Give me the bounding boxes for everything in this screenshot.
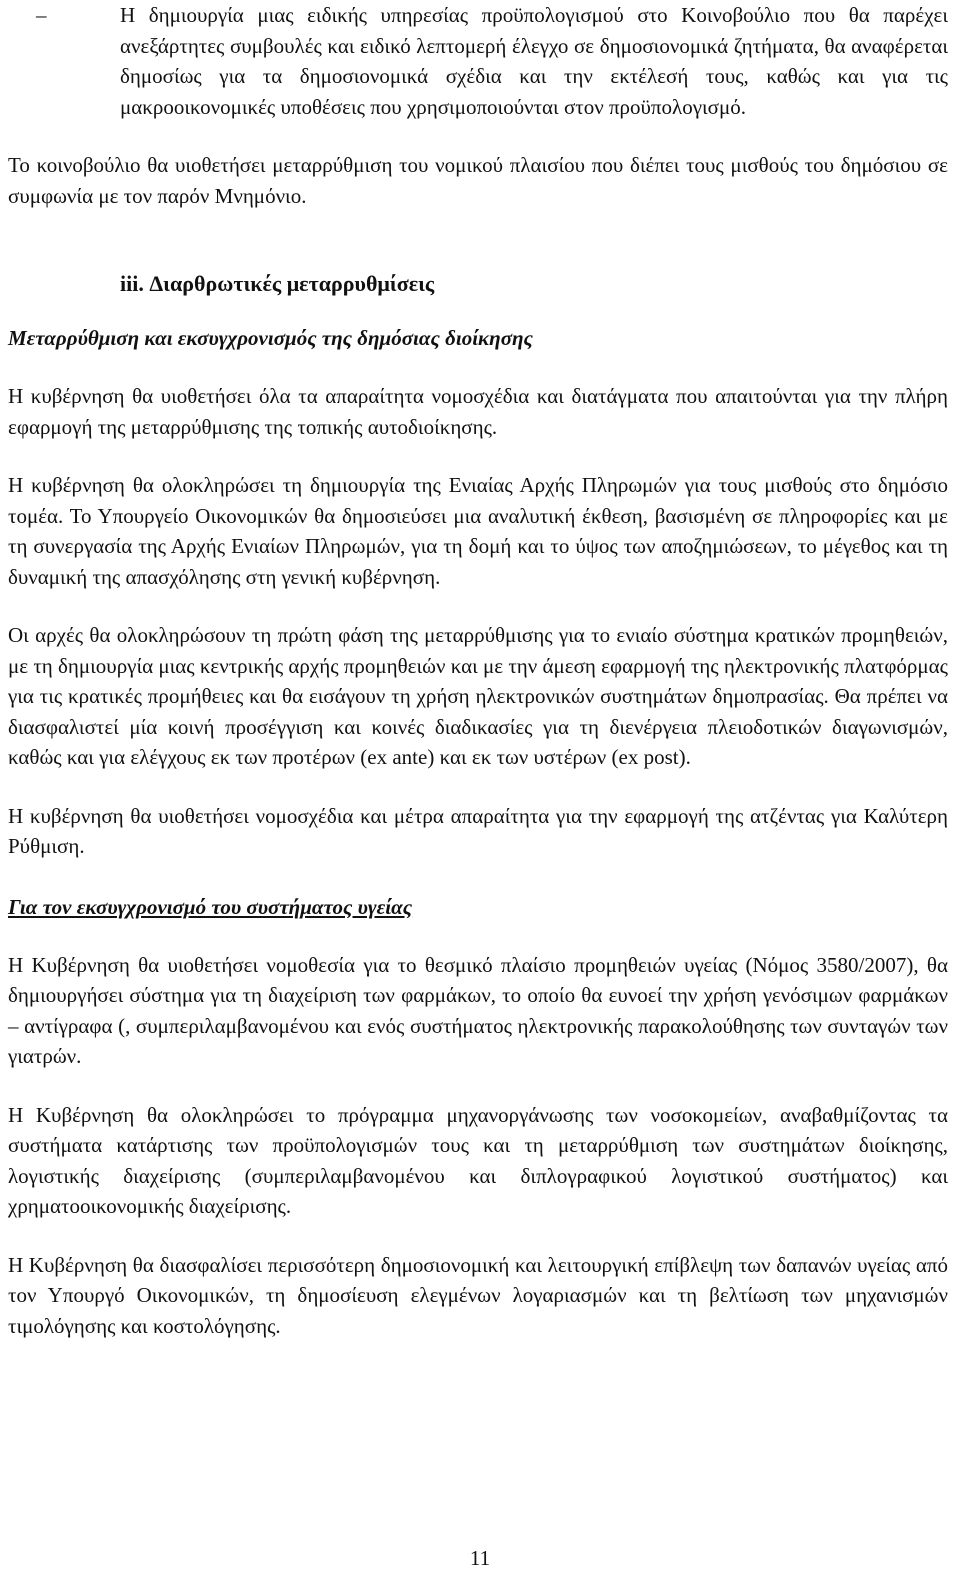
bullet-dash: – [36,3,47,27]
paragraph-payment-authority: Η κυβέρνηση θα ολοκληρώσει τη δημιουργία της Ενιαίας Αρχής Πληρωμών για τους μισθούς στο δημόσιο τομέα. Το Υπουργείο Οικονομικών θα δημοσιεύσει μια αναλυτική έκθεση, βασισμένη σε πληροφορίες και με τη συνεργασία της Αρχής Ενιαίων Πληρωμών, για τη δομή και το ύψος των αποζημιώσεων, το μέγεθος και τη δυναμική της απασχόλησης στη γενική κυβέρνηση. [8,473,948,589]
paragraph-health-oversight: Η Κυβέρνηση θα διασφαλίσει περισσότερη δημοσιονομική και λειτουργική επίβλεψη των δαπανών υγείας από τον Υπουργό Οικονομικών, τη δημοσίευση ελεγμένων λογαριασμών και τη βελτίωση των μηχανισμών τιμολόγησης και κοστολόγησης. [8,1252,948,1338]
paragraph-parliament-wages: Το κοινοβούλιο θα υιοθετήσει μεταρρύθμιση του νομικού πλαισίου που διέπει τους μισθούς του δημόσιου σε συμφωνία με τον παρόν Μνημόνιο. [8,153,948,208]
paragraph-procurement: Οι αρχές θα ολοκληρώσουν τη πρώτη φάση της μεταρρύθμισης για το ενιαίο σύστημα κρατικών προμηθειών, με τη δημιουργία μιας κεντρικής αρχής προμηθειών και με την άμεση εφαρμογή της ηλεκτρονικής πλατφόρμας για τις κρατικές προμήθειες και θα εισάγουν τη χρήση ηλεκτρονικών συστημάτων δημοπρασίας. Θα πρέπει να διασφαλιστεί μία κοινή προσέγγιση και κοινές διαδικασίες για τη διενέργεια πλειοδοτικών διαγωνισμών, καθώς και για ελέγχους εκ των προτέρων (ex ante) και εκ των υστέρων (ex post). [8,623,948,769]
subheading-health-system: Για τον εκσυγχρονισμό του συστήματος υγείας [8,894,413,919]
paragraph-hospital-computerization: Η Κυβέρνηση θα ολοκληρώσει το πρόγραμμα μηχανοργάνωσης των νοσοκομείων, αναβαθμίζοντας τα συστήματα κατάρτισης των προϋπολογισμών τους και τη μεταρρύθμιση των συστημάτων διοίκησης, λογιστικής διαχείρισης (συμπεριλαμβανομένου και διπλογραφικού λογιστικού συστήματος) και χρηματοοικονομικής διαχείρισης. [8,1102,948,1218]
document-body [8,0,948,1341]
paragraph-health-procurement: Η Κυβέρνηση θα υιοθετήσει νομοθεσία για το θεσμικό πλαίσιο προμηθειών υγείας (Νόμος 3580/2007), θα δημιουργήσει σύστημα για τη διαχείριση των φαρμάκων, το οποίο θα ευνοεί την χρήση γενόσιμων φαρμάκων – αντίγραφα (, συμπεριλαμβανομένου και ενός συστήματος ηλεκτρονικής παρακολούθησης των συνταγών των γιατρών. [8,952,948,1068]
subheading-public-administration: Μεταρρύθμιση και εκσυγχρονισμός της δημόσιας διοίκησης [8,326,533,350]
bullet-item-budget-office [8,0,948,122]
page-number: 11 [469,1546,491,1570]
paragraph-better-regulation: Η κυβέρνηση θα υιοθετήσει νομοσχέδια και μέτρα απαραίτητα για την εφαρμογή της ατζέντας για Καλύτερη Ρύθμιση. [8,803,948,858]
section-heading: iii. Διαρθρωτικές μεταρρυθμίσεις [120,271,435,296]
paragraph-local-government: Η κυβέρνηση θα υιοθετήσει όλα τα απαραίτητα νομοσχέδια και διατάγματα που απαιτούνται για την πλήρη εφαρμογή της μεταρρύθμισης της τοπικής αυτοδιοίκησης. [8,384,948,439]
bullet-text: Η δημιουργία μιας ειδικής υπηρεσίας προϋπολογισμού στο Κοινοβούλιο που θα παρέχει ανεξάρτητες συμβουλές και ειδικό λεπτομερή έλεγχο σε δημοσιονομικά ζητήματα, θα αναφέρεται δημοσίως για τα δημοσιονομικά σχέδια και την εκτέλεσή τους, καθώς και για τις μακροοικονομικές υποθέσεις που χρησιμοποιούνται στον προϋπολογισμό. [120,3,948,119]
